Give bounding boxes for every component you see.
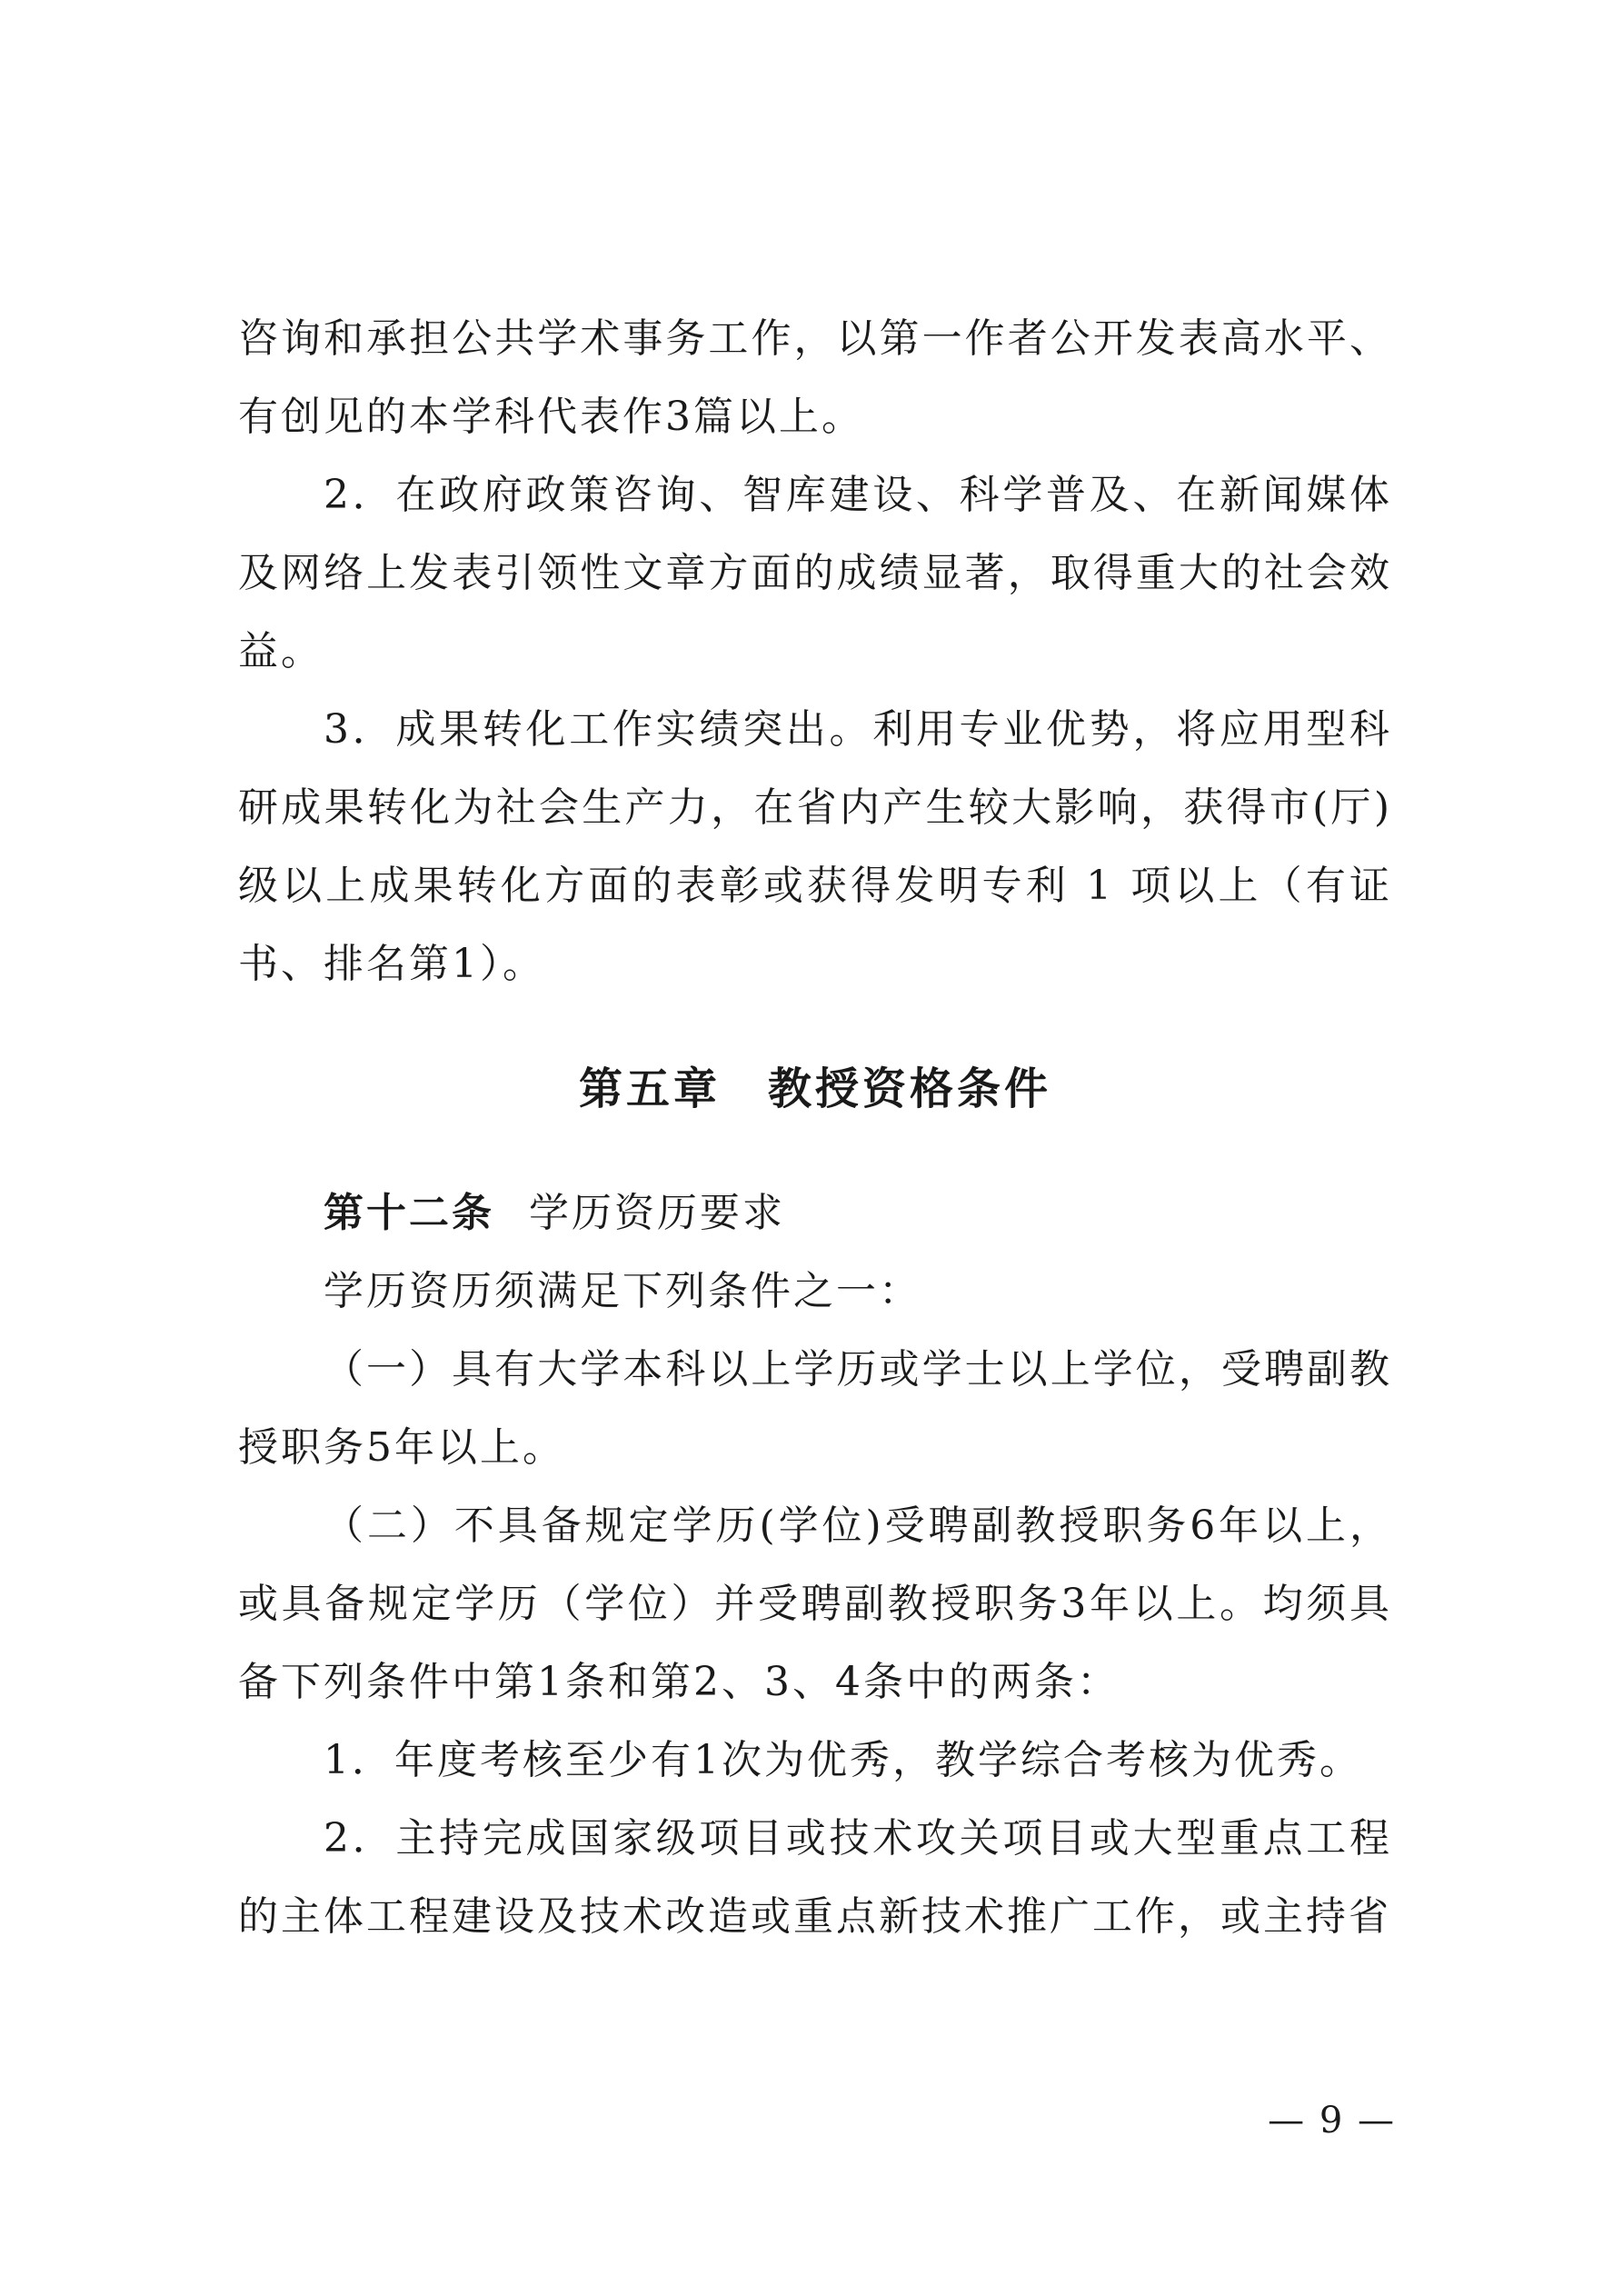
page-number: — 9 — (1268, 2100, 1396, 2141)
continued-paragraph: 咨询和承担公共学术事务工作，以第一作者公开发表高水平、有创见的本学科代表作3篇以上。 (238, 315, 1392, 440)
condition-item-2: 2．主持完成国家级项目或技术攻关项目或大型重点工程的主体工程建设及技术改造或重点新技术推广工作，或主持省 (238, 1815, 1392, 1940)
clause-1: （一）具有大学本科以上学历或学士以上学位，受聘副教授职务5年以上。 (238, 1346, 1392, 1471)
article-title: 学历资历要求 (529, 1190, 785, 1236)
clause-2: （二）不具备规定学历(学位)受聘副教授职务6年以上，或具备规定学历（学位）并受聘副教授职务3年以上。均须具备下列条件中第1条和第2、3、4条中的两条： (238, 1502, 1392, 1705)
list-item-2: 2．在政府政策咨询、智库建设、科学普及、在新闻媒体及网络上发表引领性文章方面的成绩显著，取得重大的社会效益。 (238, 472, 1392, 674)
article-body (238, 1253, 1392, 1956)
intro-paragraph: 学历资历须满足下列条件之一： (324, 1268, 921, 1314)
article-number: 第十二条 (324, 1190, 494, 1236)
top-section (238, 300, 1392, 1003)
chapter-title: 第五章 教授资格条件 (578, 1063, 1051, 1114)
condition-item-1: 1．年度考核至少有1次为优秀，教学综合考核为优秀。 (324, 1737, 1362, 1783)
list-item-3: 3．成果转化工作实绩突出。利用专业优势，将应用型科研成果转化为社会生产力，在省内产生较大影响，获得市(厅)级以上成果转化方面的表彰或获得发明专利 1 项以上（有证书、排名第1）。 (238, 706, 1392, 987)
article-heading (324, 1174, 785, 1253)
